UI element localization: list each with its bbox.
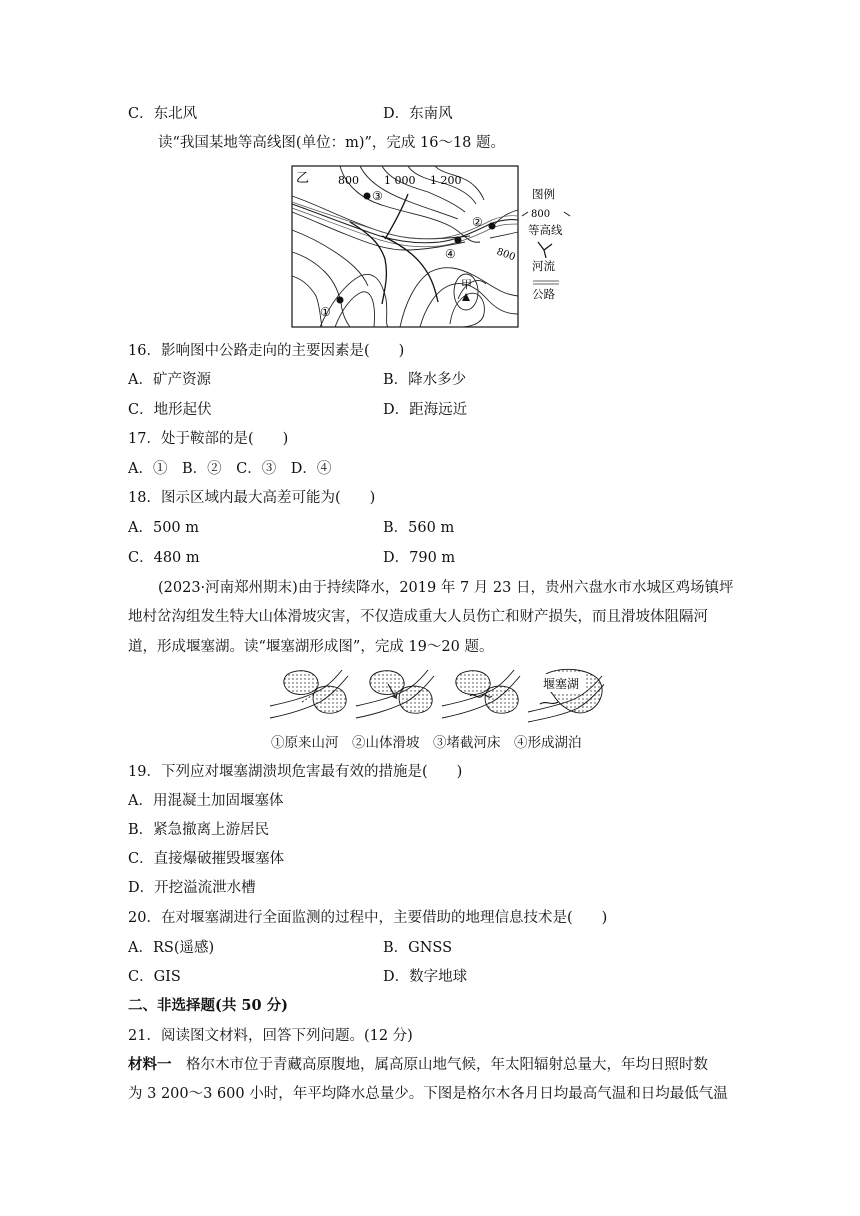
q18-stem: 18．图示区域内最大高差可能为( ) [128,490,376,506]
q18-option-c: C．480 m [128,550,200,566]
river-branch-1 [350,222,386,304]
q20-option-b: B．GNSS [383,940,453,956]
river-branch-3 [385,194,408,239]
q18-option-a: A．500 m [128,520,200,536]
panel-2 [356,670,434,718]
label-p3: ③ [372,189,383,203]
label-800b: 800 [494,246,517,264]
q17-stem: 17．处于鞍部的是( ) [128,431,289,447]
q16-stem: 16．影响图中公路走向的主要因素是( ) [128,343,405,359]
q19-option-c: C．直接爆破摧毁堰塞体 [128,851,285,867]
label-800: 800 [338,174,359,187]
q18-option-b: B．560 m [383,520,455,536]
material-label: 材料一 [128,1056,172,1073]
q19-option-b: B．紧急撤离上游居民 [128,822,270,838]
contour-map [290,164,580,330]
label-1000: 1 000 [384,174,416,187]
legend-contour: 等高线 [528,223,563,237]
intro-16-18: 读“我国某地等高线图(单位：m)”，完成 16～18 题。 [158,135,506,151]
label-p4: ④ [445,247,456,261]
legend-river-symbol [538,242,552,258]
q18-option-d: D．790 m [383,550,456,566]
legend-title: 图例 [532,187,555,201]
q17-options: A．① B．② C．③ D．④ [128,461,332,477]
legend-road: 公路 [532,287,555,301]
label-jia: 甲 [461,278,472,291]
q20-option-d: D．数字地球 [383,969,468,985]
panel-3 [442,670,520,718]
q20-stem: 20．在对堰塞湖进行全面监测的过程中，主要借助的地理信息技术是( ) [128,910,608,926]
q21-material-line-2: 为 3 200～3 600 小时，年平均降水总量少。下图是格尔木各月日均最高气温和日均最低气温 [128,1086,728,1102]
panel-1 [270,670,348,718]
panel-4 [528,669,604,722]
legend-contour-value: 800 [531,209,551,220]
landslide-lake-figure [268,666,604,728]
q16-option-b: B．降水多少 [383,372,467,388]
figure2-caption: ①原来山河 ②山体滑坡 ③堵截河床 ④形成湖泊 [271,735,582,751]
contour-lines [292,166,518,327]
q21-material-line-1 [128,1055,708,1075]
legend-river: 河流 [532,259,555,273]
option-d: D．东南风 [383,106,453,122]
material-text-1: 格尔木市位于青藏高原腹地，属高原山地气候，年太阳辐射总量大，年均日照时数 [171,1057,708,1073]
point-3-dot [364,193,371,200]
q19-option-d: D．开挖溢流泄水槽 [128,880,256,896]
intro-19-line-1: (2023·河南郑州期末)由于持续降水，2019 年 7 月 23 日，贵州六盘水市水城区鸡场镇坪 [158,580,734,596]
label-yi: 乙 [296,171,310,186]
q20-option-a: A．RS(遥感) [128,940,215,956]
q16-option-d: D．距海远近 [383,402,468,418]
q19-stem: 19．下列应对堰塞湖溃坝危害最有效的措施是( ) [128,764,463,780]
intro-19-line-3: 道，形成堰塞湖。读“堰塞湖形成图”，完成 19～20 题。 [128,639,494,655]
label-p1: ① [320,305,331,319]
label-p2: ② [472,215,483,229]
q21-stem: 21．阅读图文材料，回答下列问题。(12 分) [128,1028,413,1044]
intro-19-line-2: 地村岔沟组发生特大山体滑坡灾害，不仅造成重大人员伤亡和财产损失，而且滑坡体阻隔河 [128,609,708,625]
section-heading: 二、非选择题(共 50 分) [128,997,288,1014]
label-1200: 1 200 [430,174,462,187]
q16-option-a: A．矿产资源 [128,372,211,388]
option-c-text: C．东北风 [128,106,198,122]
option-c [128,104,197,124]
q20-option-c: C．GIS [128,969,181,985]
point-4-dot [455,237,462,244]
lake-label: 堰塞湖 [543,677,580,691]
q16-option-c: C．地形起伏 [128,402,212,418]
point-2-dot [489,223,496,230]
point-1-dot [337,297,344,304]
q19-option-a: A．用混凝土加固堰塞体 [128,793,284,809]
